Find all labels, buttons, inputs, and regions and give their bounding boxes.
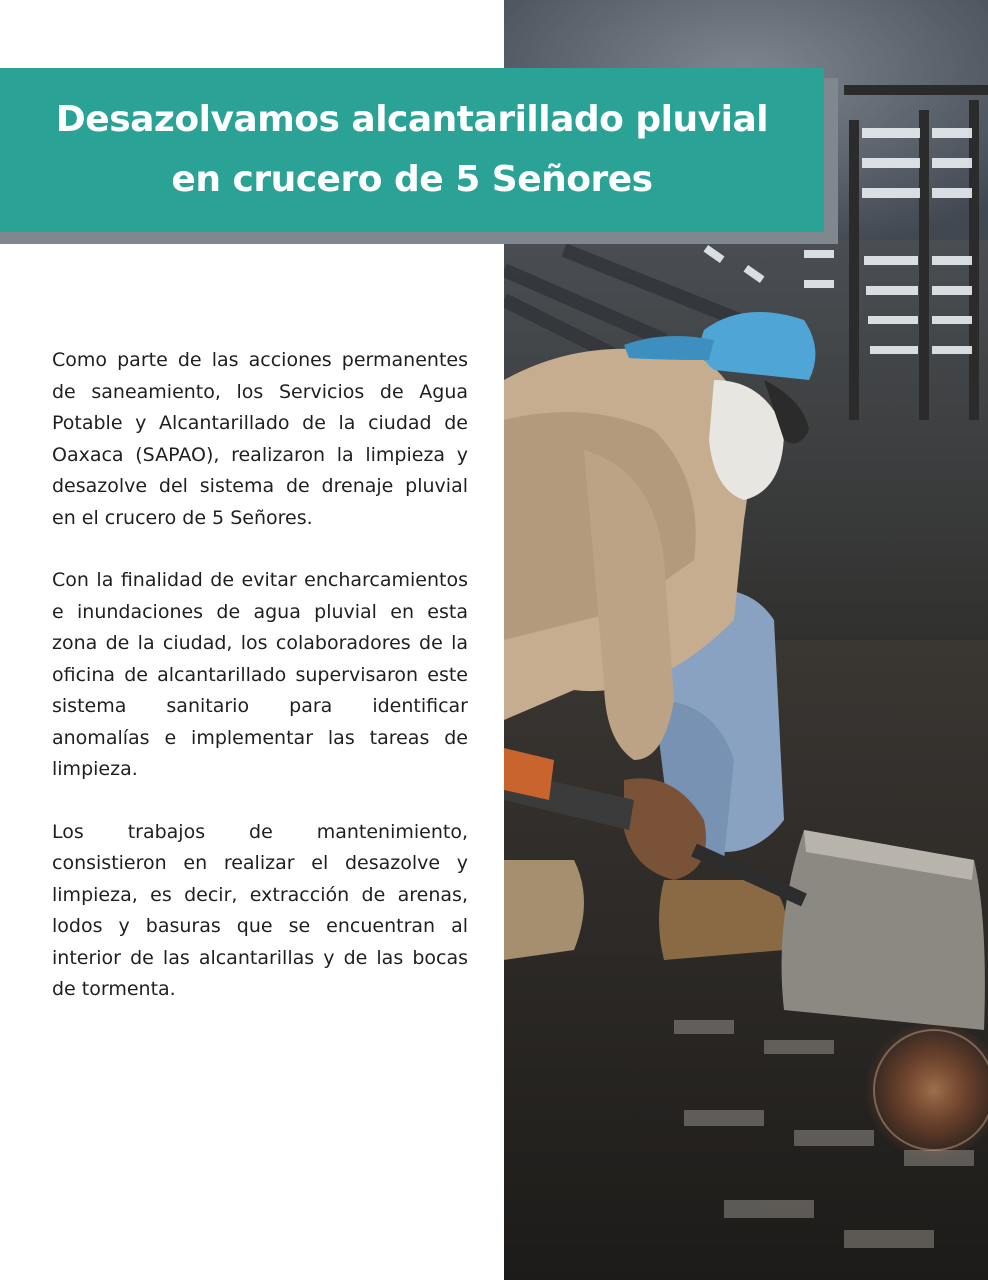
article-paragraph-1: Como parte de las acciones permanentes de saneamiento, los Servicios de Agua Potable y Alcantarillado de la ciudad de Oaxaca (SAPAO), realizaron la limpieza y desazolve del sistema de drenaje pluvial en el crucero de 5 Señores. — [52, 349, 468, 529]
title-line-2: en crucero de 5 Señores — [171, 159, 653, 200]
article-paragraph-2: Con la finalidad de evitar encharcamientos e inundaciones de agua pluvial en esta zona de la ciudad, los colaboradores de la oficina de alcantarillado supervisaron este sistema sanitario para identificar anomalías e implementar las tareas de limpieza. — [52, 569, 468, 780]
page-title — [56, 90, 768, 210]
title-banner — [0, 68, 824, 232]
article-paragraph-3: Los trabajos de mantenimiento, consistieron en realizar el desazolve y limpieza, es decir, extracción de arenas, lodos y basuras que se encuentran al interior de las alcantarillas y de las bocas de tormenta. — [52, 820, 468, 1000]
article-body — [52, 345, 468, 1006]
title-line-1: Desazolvamos alcantarillado pluvial — [55, 99, 769, 140]
